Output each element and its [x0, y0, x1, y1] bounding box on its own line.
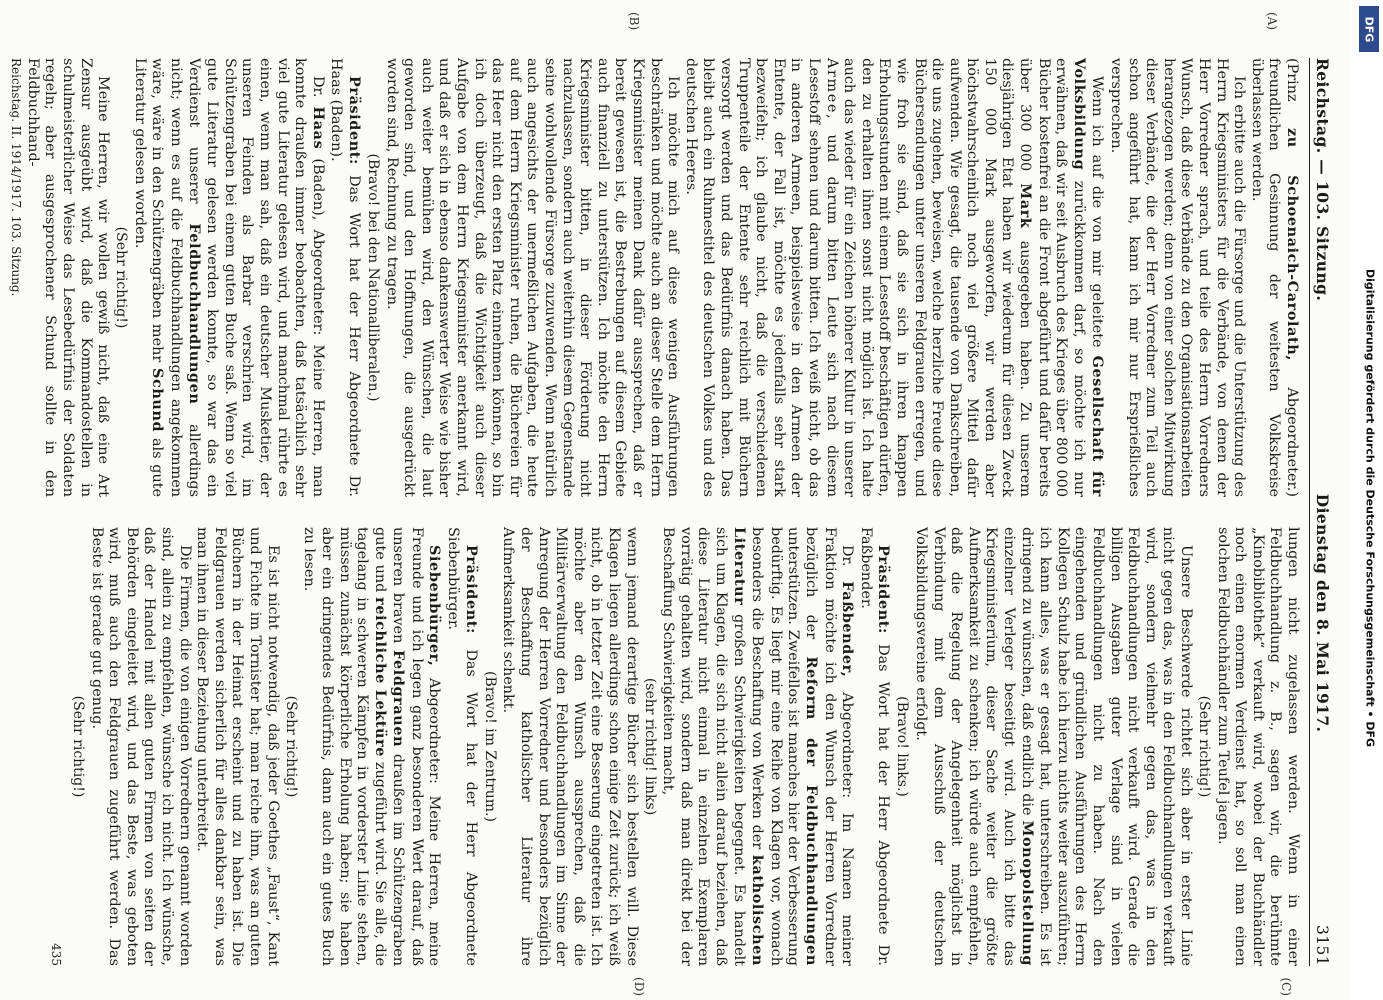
page-number: 3151 — [1313, 924, 1331, 966]
margin-marker-b: (B) — [627, 12, 641, 31]
stage-direction: (Sehr richtig!) — [70, 695, 87, 798]
signature-mark: 435 — [49, 943, 64, 966]
stage-direction: (sehr richtig! links) — [641, 677, 658, 816]
header-left: Reichstag. — 103. Sitzung. — [1313, 58, 1332, 302]
stage-direction: (Sehr richtig!) — [1196, 695, 1213, 798]
text-columns — [9, 12, 1301, 996]
stage-direction: (Sehr richtig!) — [113, 226, 130, 329]
footer-note: Reichstag. II. 1914/1917. 103. Sitzung. — [9, 58, 24, 297]
paragraph: Dr. Faßbender, Abgeordneter: Im Namen meiner Fraktion möchte ich den Wunsch der Herren Vorredner bezüglich der Reform der Feldbuchhandlungen unterstützen. Zweifellos ist manches hier der Verbesserung bedürftig. Es liegt mir eine Reihe von Klagen vor, wonach besonders die Beschaffung von Werken der katholischen Literatur großen Schwierigkeiten begegnet. Es handelt sich um Klagen, die sich nicht allein darauf beziehen, daß diese Literatur nicht einmal in einzelnen Exemplaren vorrätig gehalten wird, sondern daß man direkt bei der Beschaffung Schwierigkeiten macht, — [660, 527, 857, 967]
paragraph: (Prinz zu Schoenaich-Carolath, Abgeordneter.) freundlichen Gesinnung der weitesten Volkskreise überlassen werden. — [1248, 58, 1301, 497]
paragraph: Unsere Beschwerde richtet sich aber in erster Linie nicht gegen das, was in den Feldbuchhandlungen verkauft wird, sondern vielmehr gegen das, was in den Feldbuchhandlungen nicht verkauft wird. Gerade die billigen Ausgaben guter Verlage sind in vielen Feldbuchhandlungen nicht zu haben. Nach den eingehenden und gründlichen Ausführungen des Herrn Kollegen Schulz habe ich hierzu nichts weiter auszuführen; ich kann alles, was er gesagt hat, unterschreiben. Es ist dringend zu wünschen, daß endlich die Monopolstellung einzelner Verleger beseitigt wird. Auch ich bitte das Kriegsministerium, dieser Sache weiter die größte Aufmerksamkeit zu schenken; ich würde auch empfehlen, daß die Regelung der Angelegenheit möglichst in Verbindung mit dem Ausschuß der deutschen Volksbildungsvereine erfolgt. — [913, 527, 1194, 966]
paragraph: lungen nicht zugelassen werden. Wenn in einer Feldbuchhandlung z. B., sagen wir, die berühmte „Kinobibliothek“ verkauft wird, wobei der Buchhändler noch einen enormen Verdienst hat, so soll man einen solchen Feldbuchhändler zum Teufel jagen. — [1214, 527, 1301, 966]
margin-marker-a: (A) — [1265, 12, 1279, 31]
paragraph: Ich möchte mich auf diese wenigen Ausführungen beschränken und möchte auch an dieser Stelle dem Herrn Kriegsminister meinen Dank dafür aussprechen, daß er bereit gewesen ist, die Bestrebungen auf diesem Gebiete auch finanziell zu unterstützen. Ich möchte den Herrn Kriegsminister bitten, in dieser Förderung nicht nachzulassen, sondern auch weiterhin diesem Gegenstande seine wohlwollende Fürsorge zuzuwenden. Wenn natürlich auch angesichts der unermeßlichen Aufgaben, die heute auf dem Herrn Kriegsminister ruhen, die Büchereien für das Heer nicht den ersten Platz einnehmen können, so bin ich doch überzeugt, daß die Wichtigkeit auch dieser Aufgabe von dem Herrn Kriegsminister anerkannt wird, und daß er sich in ebenso dankenswerter Weise wie bisher auch weiter bemühen wird, den Wünschen, die laut geworden sind, und den Hoffnungen, die ausgedrückt worden sind, Rechnung zu tragen. — [383, 58, 682, 497]
speaker-turn: Präsident: Das Wort hat der Herr Abgeordnete Dr. Haas (Baden). — [328, 58, 364, 498]
paragraph: Es ist nicht notwendig, daß jeder Goethes „Faust“, Kant und Fichte im Tornister hat; man reiche ihm, was an guten Büchern in der Heimat erscheint und zu haben ist. Die Feldgrauen werden sicherlich für alles dankbar sein, was man ihnen in dieser Beziehung unterbreitet. — [194, 527, 281, 966]
dfg-logo[interactable]: DFG — [1359, 6, 1379, 52]
paragraph: Ich erbitte auch die Fürsorge und die Unterstützung des Herrn Kriegsministers für die Verbände, von denen der Herr Vorredner sprach, und teile des Herrn Vorredners Wunsch, daß diese Verbände zu den Organisationsarbeiten herangezogen werden; denn von einer solchen Mitwirkung dieser Verbände, die der Herr Vorredner zum Teil auch schon angeführt hat, kann ich mir nur Ersprießliches versprechen. — [1108, 58, 1248, 497]
paragraph: Dr. Haas (Baden), Abgeordneter: Meine Herren, man konnte draußen immer beobachten, daß tatsächlich sehr viel gute Literatur gelesen wird, und manchmal rührte es einen, wenn man sah, daß ein deutscher Musketier, der unseren Feinden als Barbar verschrien wird, im Schützengraben bei einem guten Buche saß. Wenn so viel gute Literatur gelesen werden konnte, so war das ein Verdienst unserer Feldbuchhandlungen allerdings nicht; wenn es auf die Feldbuchhandlungen angekommen wäre, wäre in den Schützengräben mehr Schund als gute Literatur gelesen worden. — [131, 58, 327, 498]
dfg-credit-text: Digitalisierung gefördert durch die Deutsche Forschungsgemeinschaft • DFG — [1363, 268, 1377, 748]
running-header — [1309, 58, 1332, 966]
paragraph: Siebenbürger, Abgeordneter: Meine Herren, meine Freunde und ich legen ganz besonderen Wert darauf, daß unseren braven Feldgrauen draußen im Schützengraben gute und reichliche Lektüre zugeführt wird. Sie alle, die tagelang in schweren Kämpfen in vorderster Linie stehen, müssen zunächst körperliche Erholung haben; sie haben aber ein dringendes Bedürfnis, dann auch ein gutes Buch zu lesen. — [301, 527, 444, 967]
margin-marker-d: (D) — [632, 977, 646, 996]
left-column — [9, 12, 1301, 498]
margin-marker-c: (C) — [1279, 977, 1293, 996]
right-column — [26, 527, 1301, 996]
stage-direction: (Bravo! im Zentrum.) — [481, 671, 498, 822]
paragraph: Die Firmen, die von einigen Vorrednern genannt worden sind, allein zu empfehlen, wünsche ich nicht. Ich wünsche, daß der Handel mit allen guten Firmen von seiten der Behörden eingeleitet wird, und das Beste, was geboten wird, muß auch den Feldgrauen zugeführt werden. Das Beste ist gerade gut genug. — [88, 527, 193, 966]
stage-direction: (Bravo! links.) — [894, 696, 911, 797]
paragraph: Meine Herren, wir wollen gewiß nicht, daß eine Art Zensur ausgeübt wird, daß die Kommandostellen in schulmeisterlicher Weise das Lesebedürfnis der Soldaten regeln; aber ausgesprochener Schund sollte in den Feldbuchhand- — [24, 58, 112, 497]
stage-direction: (Bravo! bei den Nationalliberalen.) — [365, 153, 382, 402]
paragraph: Wenn ich auf die von mir geleitete Gesellschaft für Volksbildung zurückkommen darf, so möchte ich nur erwähnen, daß wir seit Ausbruch des Krieges über 800 000 Bücher kostenfrei an die Front abgeführt und dafür bereits über 300 000 Mark ausgegeben haben. Zu unserem diesjährigen Etat haben wir wiederum für diesen Zweck 150 000 Mark ausgeworfen, wir werden aber höchstwahrscheinlich noch viel größere Mittel dafür aufwenden. Wie gesagt, die tausende von Dankschreiben, die uns zugehen, beweisen, welche herzliche Freude diese Büchersendungen unter unseren Feldgrauen erregen, und wie froh sie sind, daß sie sich in ihren knappen Erholungsstunden mit einem Lesestoff beschäftigen dürfen, den zu erhalten ihnen sonst nicht möglich ist. Ich halte auch das wieder für ein Zeichen höherer Kultur in unserer Armee, und darum bitten Leute sich nach diesem Lesestoff sehnen und darum bitten. Ich weiß nicht, ob das in anderen Armeen, beispielsweise in den Armeen der Entente, der Fall ist, möchte es jedenfalls sehr stark bezweifeln; ich glaube nicht, daß die verschiedenen Truppenteile der Entente sehr reichlich mit Büchern versorgt werden und das Bedürfnis danach haben. Das bleibt auch ein Ruhmestitel des deutschen Volkes und des deutschen Heeres. — [682, 58, 1107, 498]
header-date: Dienstag den 8. Mai 1917. — [1313, 493, 1332, 733]
speaker-turn: Präsident: Das Wort hat der Herr Abgeordnete Dr. Faßbender. — [857, 527, 893, 967]
speaker-turn: Präsident: Das Wort hat der Herr Abgeordnete Siebenbürger. — [445, 527, 480, 967]
paragraph: wenn jemand derartige Bücher sich bestellen will. Diese Klagen liegen allerdings schon einige Zeit zurück; ich weiß nicht, ob in letzter Zeit eine Besserung eingetreten ist. Ich möchte aber den Wunsch aussprechen, daß die Militärverwaltung den Feldbuchhandlungen im Sinne der Anregung der Herren Vorredner und besonders bezüglich der Beschaffung katholischer Literatur ihre Aufmerksamkeit schenkt. — [500, 527, 640, 966]
dfg-side-strip — [1356, 0, 1383, 1000]
stage-direction: (Sehr richtig!) — [282, 695, 299, 798]
